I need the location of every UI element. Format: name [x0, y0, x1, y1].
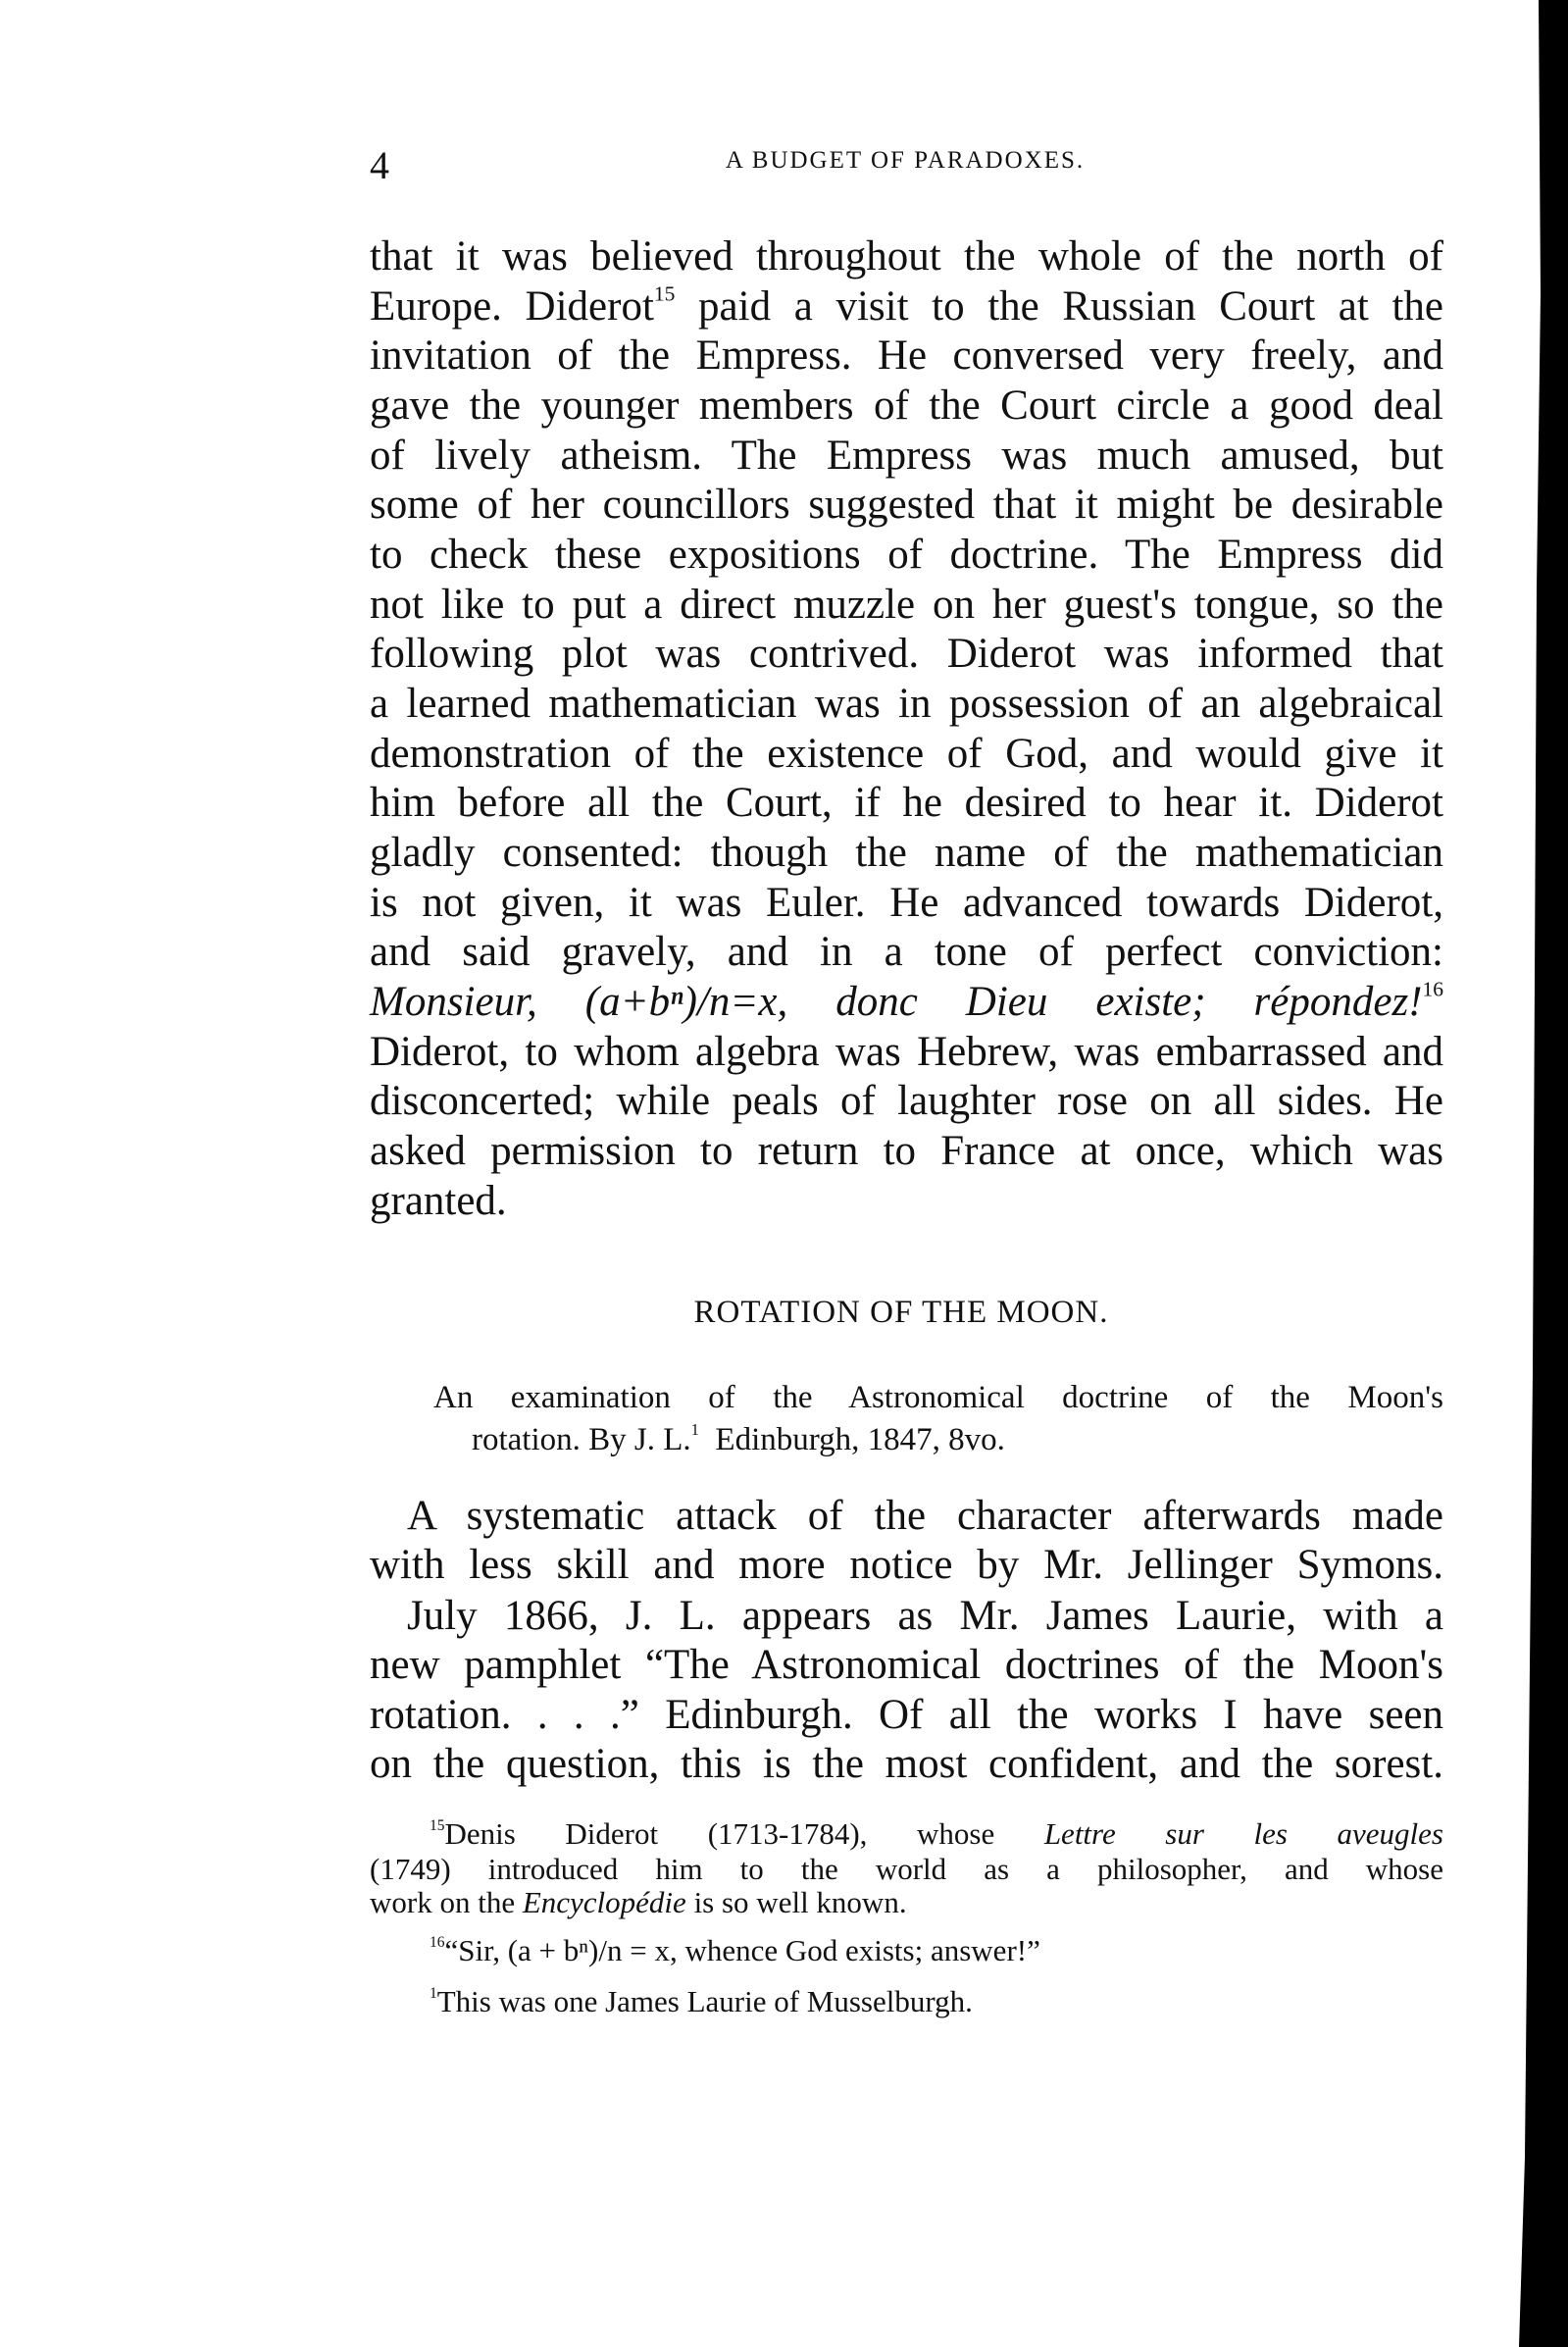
page-number: 4 [370, 143, 389, 187]
text-line: gladly consented: though the name of the mathematician [370, 830, 1443, 876]
text-line: with less skill and more notice by Mr. Jellinger Symons. [370, 1542, 1443, 1588]
text-span: “Sir, (a + bⁿ)/n = x, whence God exists; answer!” [444, 1933, 1040, 1967]
text-line: disconcerted; while peals of laughter rose on all sides. He [370, 1078, 1443, 1124]
text-line: some of her councillors suggested that it might be desirable [370, 482, 1443, 528]
text-line: a learned mathematician was in possession of an algebraical [370, 681, 1443, 727]
book-title: Encyclopédie [522, 1885, 686, 1919]
text-line [370, 282, 1443, 332]
footnote-number: 16 [430, 1934, 445, 1952]
text-span: Edinburgh, 1847, 8vo. [698, 1422, 1005, 1457]
page-edge-shadow [1490, 0, 1568, 2347]
text-line: on the question, this is the most confident, and the sorest. [370, 1741, 1443, 1787]
book-title: Lettre sur les aveugles [1043, 1816, 1443, 1851]
footnote-15-line [370, 1885, 907, 1920]
footnote-ref[interactable]: 1 [690, 1420, 699, 1440]
footnote-1 [430, 1984, 973, 2019]
footnote-16 [430, 1933, 1040, 1968]
text-line: July 1866, J. L. appears as Mr. James Laurie, with a [407, 1593, 1443, 1639]
text-span: is so well known. [685, 1885, 907, 1919]
text-line: not like to put a direct muzzle on her guest's tongue, so the [370, 582, 1443, 628]
footnote-15-line: (1749) introduced him to the world as a philosopher, and whose [370, 1852, 1443, 1886]
text-span: Europe. Diderot [370, 283, 654, 330]
text-line: invitation of the Empress. He conversed very freely, and [370, 332, 1443, 379]
text-span: paid a visit to the Russian Court at the [675, 283, 1443, 330]
citation-line: An examination of the Astronomical doctrine of the Moon's [433, 1380, 1443, 1415]
text-line: gave the younger members of the Court circle a good deal [370, 383, 1443, 429]
text-span: Denis Diderot (1713-1784), whose [444, 1816, 1044, 1851]
text-line: asked permission to return to France at once, which was [370, 1128, 1443, 1174]
text-line: and said gravely, and in a tone of perfect conviction: [370, 929, 1443, 975]
french-quote: Monsieur, (a+bⁿ)/n=x, donc Dieu existe; répondez! [370, 979, 1423, 1025]
running-head: A BUDGET OF PARADOXES. [725, 147, 1086, 174]
text-line [370, 978, 1443, 1027]
citation-line [472, 1420, 1005, 1459]
footnote-ref[interactable]: 15 [653, 281, 676, 306]
text-line: him before all the Court, if he desired to hear it. Diderot [370, 780, 1443, 826]
footnote-ref[interactable]: 16 [1422, 977, 1443, 1001]
text-line: of lively atheism. The Empress was much amused, but [370, 433, 1443, 479]
text-line: that it was believed throughout the whole of the north of [370, 233, 1443, 280]
text-line: Diderot, to whom algebra was Hebrew, was embarrassed and [370, 1029, 1443, 1075]
footnote-number: 15 [430, 1817, 445, 1835]
text-span: This was one James Laurie of Musselburgh. [436, 1984, 973, 2018]
footnote-15 [430, 1816, 1443, 1852]
text-line: following plot was contrived. Diderot was informed that [370, 631, 1443, 677]
text-line: to check these expositions of doctrine. The Empress did [370, 532, 1443, 578]
section-title: ROTATION OF THE MOON. [693, 1295, 1109, 1330]
text-line: A systematic attack of the character afterwards made [407, 1493, 1443, 1539]
text-line: rotation. . . .” Edinburgh. Of all the works I have seen [370, 1692, 1443, 1738]
text-line: is not given, it was Euler. He advanced towards Diderot, [370, 880, 1443, 926]
text-span: rotation. By J. L. [472, 1422, 691, 1457]
footnote-number: 1 [430, 1985, 437, 2003]
text-line: granted. [370, 1178, 507, 1224]
text-span: work on the [370, 1885, 523, 1919]
text-line: demonstration of the existence of God, and would give it [370, 731, 1443, 777]
text-line: new pamphlet “The Astronomical doctrines of the Moon's [370, 1642, 1443, 1688]
